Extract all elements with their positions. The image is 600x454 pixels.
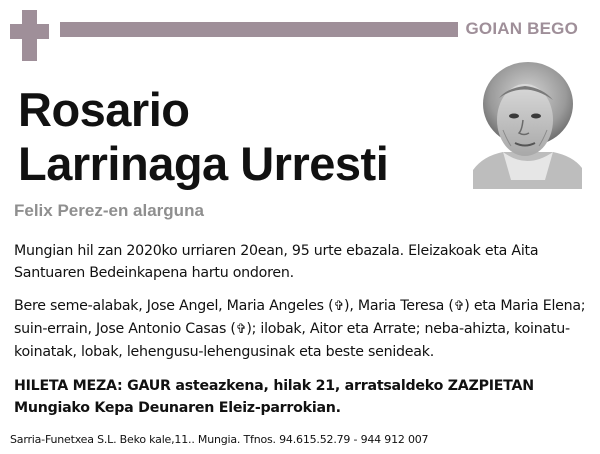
- paragraph-death-notice: Mungian hil zan 2020ko urriaren 20ean, 95 urte ebazala. Eleizakoak eta Aita Santuaren Bedeinkapena hartu ondoren.: [14, 243, 539, 281]
- portrait-photo: [473, 60, 582, 189]
- cross-icon: [10, 10, 49, 61]
- deceased-surnames: Larrinaga Urresti: [18, 137, 389, 190]
- header-label: GOIAN BEGO: [465, 19, 578, 38]
- footer-funeral-home: Sarria-Funetxea S.L. Beko kale,11.. Mungia. Tfnos. 94.615.52.79 - 944 912 007: [10, 433, 429, 446]
- paragraph-family: Bere seme-alabak, Jose Angel, Maria Angeles (✞), Maria Teresa (✞) eta Maria Elena; suin-errain, Jose Antonio Casas (✞); ilobak, Aitor eta Arrate; neba-ahizta, koinatu-koinatak, lobak, lehengusu-lehengusinak eta beste senideak.: [14, 298, 586, 360]
- paragraph-funeral-mass: HILETA MEZA: GAUR asteazkena, hilak 21, arratsaldeko ZAZPIETAN Mungiako Kepa Deunaren Eleiz-parrokian.: [14, 378, 534, 416]
- small-cross-icon: ✞: [333, 299, 345, 314]
- subtitle: Felix Perez-en alarguna: [14, 201, 204, 220]
- small-cross-icon: ✞: [453, 299, 465, 314]
- header-bar: [60, 22, 458, 37]
- small-cross-icon: ✞: [235, 322, 247, 337]
- deceased-first-name: Rosario: [18, 83, 190, 136]
